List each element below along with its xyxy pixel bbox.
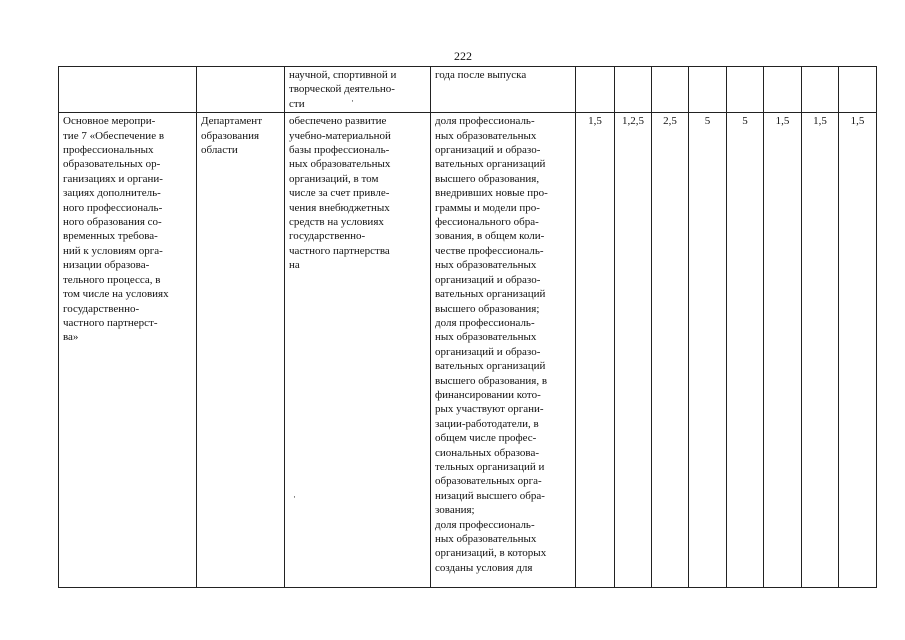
value-cell: 1,5 [764,113,802,588]
text-line: государственно- [63,302,140,315]
text-line: тие 7 «Обеспечение в [63,129,165,142]
page-number: 222 [454,49,472,63]
text-line: тельных организаций и [435,460,545,473]
c1-empty [59,67,197,113]
text-line: высшего образования, в [435,374,548,387]
text-line: низаций высшего обра- [435,489,545,502]
text-line: организаций, в которых [435,547,547,560]
text-line: зации-работодатели, в [435,417,539,430]
text-line: ного образования со- [63,216,162,229]
text-line: организаций и образо- [435,144,541,157]
value-cell: 1,5 [802,113,839,588]
text-line: доля профессиональ- [435,316,535,329]
text-line: граммы и модели про- [435,201,540,214]
text-line: сиональных образова- [435,446,540,459]
text-line: тельного процесса, в [63,273,161,286]
text-line: ний к условиям орга- [63,244,163,257]
text-line: ного профессиональ- [63,201,163,214]
text-line: доля профессиональ- [435,115,535,128]
activity-cell [285,67,431,113]
text-line: государственно- [289,230,366,243]
text-line: зования, в общем коли- [435,230,545,243]
value-cell-empty [839,67,877,113]
text-line: средств на условиях [289,216,384,229]
text-line: на [289,259,300,272]
value-cell-empty [727,67,764,113]
text-line: числе за счет привле- [289,187,390,200]
measure-name-cell [59,113,197,588]
text-line: фессионального обра- [435,216,539,229]
document-table [58,66,877,588]
scan-speck: · [351,96,354,106]
text-line: вательных организаций [435,158,546,171]
main-row [59,113,877,588]
text-line: вательных организаций [435,360,546,373]
text-line: ных образовательных [289,158,391,171]
text-line: временных требова- [63,230,158,243]
text-line: честве профессиональ- [435,244,544,257]
text-line: образовательных ор- [63,158,161,171]
value-cell: 1,2,5 [615,113,652,588]
text-line: рых участвуют органи- [435,403,544,416]
text-line: ных образовательных [435,331,537,344]
text-line: частного партнерст- [63,316,158,329]
text-line: зования; [435,504,475,517]
text-line: ганизациях и органи- [63,172,163,185]
text-line: образования [201,129,260,142]
text-line: высшего образования; [435,302,540,315]
responsible-cell [197,113,285,588]
text-line: сти [289,97,305,110]
text-line: образовательных орга- [435,475,542,488]
result-cell [285,113,431,588]
value-cell-empty [615,67,652,113]
text-line: доля профессиональ- [435,518,535,531]
text-line: том числе на условиях [63,288,169,301]
text-line: Основное меропри- [63,115,156,128]
text-line: чения внебюджетных [289,201,390,214]
text-line: частного партнерства [289,244,390,257]
text-line: Департамент [201,115,263,128]
text-line: ных образовательных [435,129,537,142]
text-line: внедривших новые про- [435,187,548,200]
text-line: финансировании кото- [435,388,541,401]
text-line: ва» [63,331,79,344]
text-line: обеспечено развитие [289,115,387,128]
value-cell-empty [652,67,689,113]
c2-empty [197,67,285,113]
text-line: научной, спортивной и [289,69,397,81]
text-line: созданы условия для [435,561,533,574]
text-line: зациях дополнитель- [63,187,161,200]
text-line: организаций и образо- [435,345,541,358]
text-line: организаций, в том [289,172,379,185]
indicator-cell [431,113,576,588]
value-cell-empty [802,67,839,113]
value-cell-empty [764,67,802,113]
indicator-cell [431,67,576,113]
text-line: ных образовательных [435,259,537,272]
text-line: низации образова- [63,259,150,272]
value-cell: 1,5 [839,113,877,588]
value-cell: 1,5 [576,113,615,588]
value-cell: 5 [727,113,764,588]
value-cell-empty [689,67,727,113]
value-cell: 5 [689,113,727,588]
text-line: профессиональных [63,144,154,157]
text-line: ных образовательных [435,533,537,545]
text-line: базы профессиональ- [289,144,390,157]
text-line: высшего образования, [435,172,540,185]
text-line: организаций и образо- [435,273,541,286]
text-line: года после выпуска [435,69,527,81]
continuation-row [59,67,877,113]
value-cell-empty [576,67,615,113]
text-line: творческой деятельно- [289,83,395,96]
text-line: общем числе профес- [435,432,537,445]
text-line: вательных организаций [435,288,546,301]
scan-speck: · [293,492,296,502]
text-line: области [201,144,238,157]
value-cell: 2,5 [652,113,689,588]
text-line: учебно-материальной [289,129,391,142]
